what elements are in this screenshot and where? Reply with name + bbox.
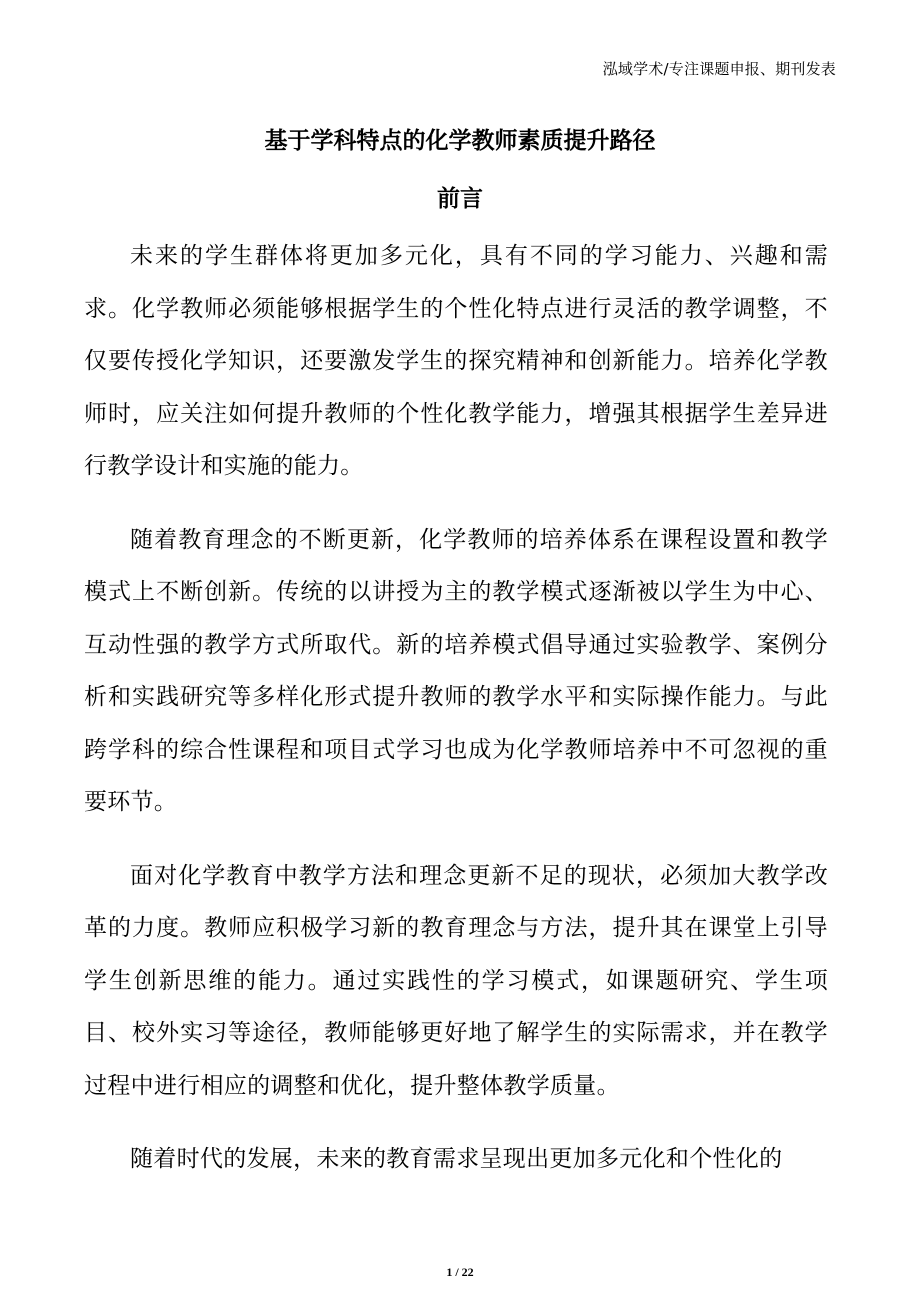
- body-text: [84, 230, 828, 1207]
- paragraph-1: 未来的学生群体将更加多元化，具有不同的学习能力、兴趣和需求。化学教师必须能够根据学生的个性化特点进行灵活的教学调整，不仅要传授化学知识，还要激发学生的探究精神和创新能力。培养化学教师时，应关注如何提升教师的个性化教学能力，增强其根据学生差异进行教学设计和实施的能力。: [84, 243, 828, 479]
- paragraph-4: 随着时代的发展，未来的教育需求呈现出更加多元化和个性化的: [130, 1146, 783, 1172]
- section-heading: 前言: [437, 186, 483, 212]
- paragraph-3: 面对化学教育中教学方法和理念更新不足的现状，必须加大教学改革的力度。教师应积极学习新的教育理念与方法，提升其在课堂上引导学生创新思维的能力。通过实践性的学习模式，如课题研究、学生项目、校外实习等途径，教师能够更好地了解学生的实际需求，并在教学过程中进行相应的调整和优化，提升整体教学质量。: [84, 862, 828, 1099]
- header-note: 泓域学术/专注课题申报、期刊发表: [602, 60, 836, 78]
- paragraph-2: 随着教育理念的不断更新，化学教师的培养体系在课程设置和教学模式上不断创新。传统的以讲授为主的教学模式逐渐被以学生为中心、互动性强的教学方式所取代。新的培养模式倡导通过实验教学、案例分析和实践研究等多样化形式提升教师的教学水平和实际操作能力。与此跨学科的综合性课程和项目式学习也成为化学教师培养中不可忽视的重要环节。: [84, 526, 828, 815]
- page-number: 1 / 22: [446, 1265, 474, 1279]
- document-title: 基于学科特点的化学教师素质提升路径: [264, 128, 656, 154]
